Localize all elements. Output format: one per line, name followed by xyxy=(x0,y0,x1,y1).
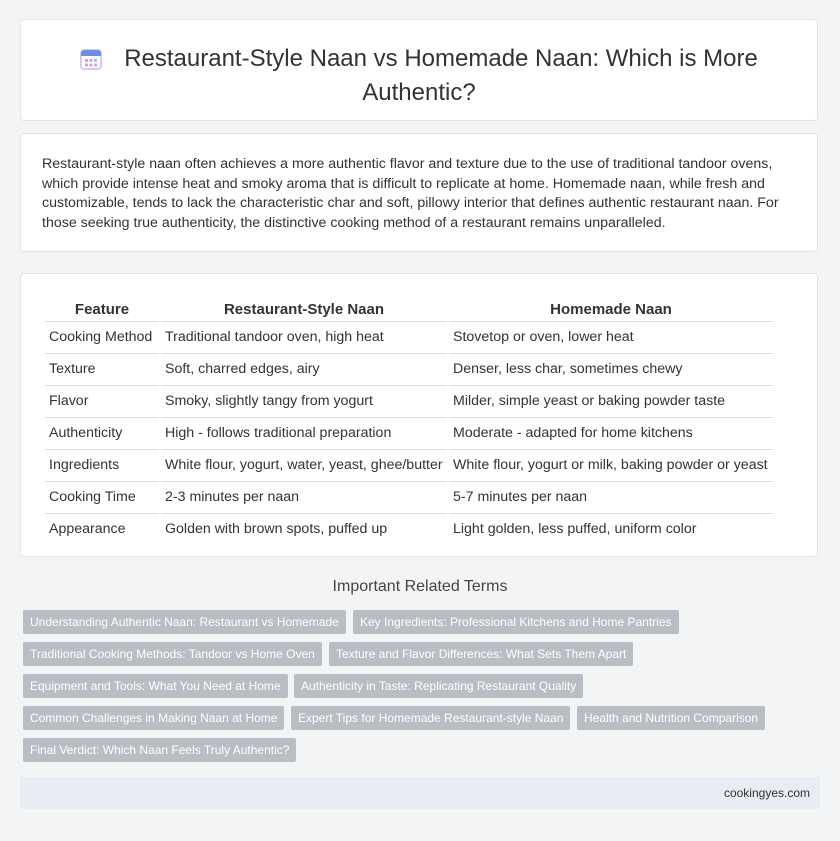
related-term-tag[interactable]: Equipment and Tools: What You Need at Home xyxy=(23,674,288,698)
cell-restaurant: Traditional tandoor oven, high heat xyxy=(161,321,447,351)
calendar-icon xyxy=(80,48,102,78)
table-row xyxy=(45,417,773,447)
intro-paragraph: Restaurant-style naan often achieves a more authentic flavor and texture due to the use of traditional tandoor ovens, which provide intense heat and smoky aroma that is difficult to replicate at home. Homemade naan, while fresh and customizable, tends to lack the characteristic char and soft, pillowy interior that defines authentic restaurant naan. For those seeking true authenticity, the distinctive cooking method of a restaurant remains unparalleled. xyxy=(42,156,779,231)
table-row xyxy=(45,385,773,415)
related-terms-heading: Important Related Terms xyxy=(332,578,508,595)
table-row xyxy=(45,353,773,383)
cell-feature: Flavor xyxy=(45,385,159,415)
related-term-tag[interactable]: Health and Nutrition Comparison xyxy=(577,706,765,730)
cell-homemade: 5-7 minutes per naan xyxy=(449,481,773,511)
comparison-card xyxy=(20,273,818,557)
cell-feature: Cooking Method xyxy=(45,321,159,351)
related-term-tag[interactable]: Texture and Flavor Differences: What Sets Them Apart xyxy=(329,642,633,666)
related-term-tag[interactable]: Authenticity in Taste: Replicating Restaurant Quality xyxy=(294,674,583,698)
table-row xyxy=(45,513,773,543)
header-homemade: Homemade Naan xyxy=(550,300,672,318)
title-card xyxy=(20,19,818,121)
table-row xyxy=(45,449,773,479)
page-title: Restaurant-Style Naan vs Homemade Naan: Which is More Authentic? xyxy=(124,45,758,106)
table-header-row xyxy=(45,298,773,319)
cell-restaurant: 2-3 minutes per naan xyxy=(161,481,447,511)
page-title-wrap xyxy=(21,44,817,108)
related-term-tag[interactable]: Key Ingredients: Professional Kitchens and Home Pantries xyxy=(353,610,679,634)
table-row xyxy=(45,321,773,351)
header-restaurant: Restaurant-Style Naan xyxy=(223,300,385,318)
cell-homemade: Moderate - adapted for home kitchens xyxy=(449,417,773,447)
footer-site-link[interactable]: cookingyes.com xyxy=(723,786,810,800)
table-row xyxy=(45,481,773,511)
cell-feature: Authenticity xyxy=(45,417,159,447)
cell-restaurant: White flour, yogurt, water, yeast, ghee/butter xyxy=(161,449,447,479)
cell-homemade: Milder, simple yeast or baking powder taste xyxy=(449,385,773,415)
cell-homemade: Light golden, less puffed, uniform color xyxy=(449,513,773,543)
cell-homemade: White flour, yogurt or milk, baking powder or yeast xyxy=(449,449,773,479)
cell-homemade: Denser, less char, sometimes chewy xyxy=(449,353,773,383)
footer xyxy=(20,777,820,809)
cell-feature: Appearance xyxy=(45,513,159,543)
cell-restaurant: Soft, charred edges, airy xyxy=(161,353,447,383)
cell-homemade: Stovetop or oven, lower heat xyxy=(449,321,773,351)
intro-card xyxy=(20,133,818,252)
cell-restaurant: Golden with brown spots, puffed up xyxy=(161,513,447,543)
related-term-tag[interactable]: Common Challenges in Making Naan at Home xyxy=(23,706,284,730)
related-term-tag[interactable]: Traditional Cooking Methods: Tandoor vs Home Oven xyxy=(23,642,322,666)
header-feature: Feature xyxy=(74,300,130,318)
cell-feature: Texture xyxy=(45,353,159,383)
related-term-tag[interactable]: Final Verdict: Which Naan Feels Truly Authentic? xyxy=(23,738,296,762)
cell-feature: Ingredients xyxy=(45,449,159,479)
related-term-tag[interactable]: Expert Tips for Homemade Restaurant-style Naan xyxy=(291,706,570,730)
cell-feature: Cooking Time xyxy=(45,481,159,511)
comparison-table xyxy=(43,296,775,545)
related-term-tag[interactable]: Understanding Authentic Naan: Restaurant vs Homemade xyxy=(23,610,346,634)
cell-restaurant: Smoky, slightly tangy from yogurt xyxy=(161,385,447,415)
cell-restaurant: High - follows traditional preparation xyxy=(161,417,447,447)
